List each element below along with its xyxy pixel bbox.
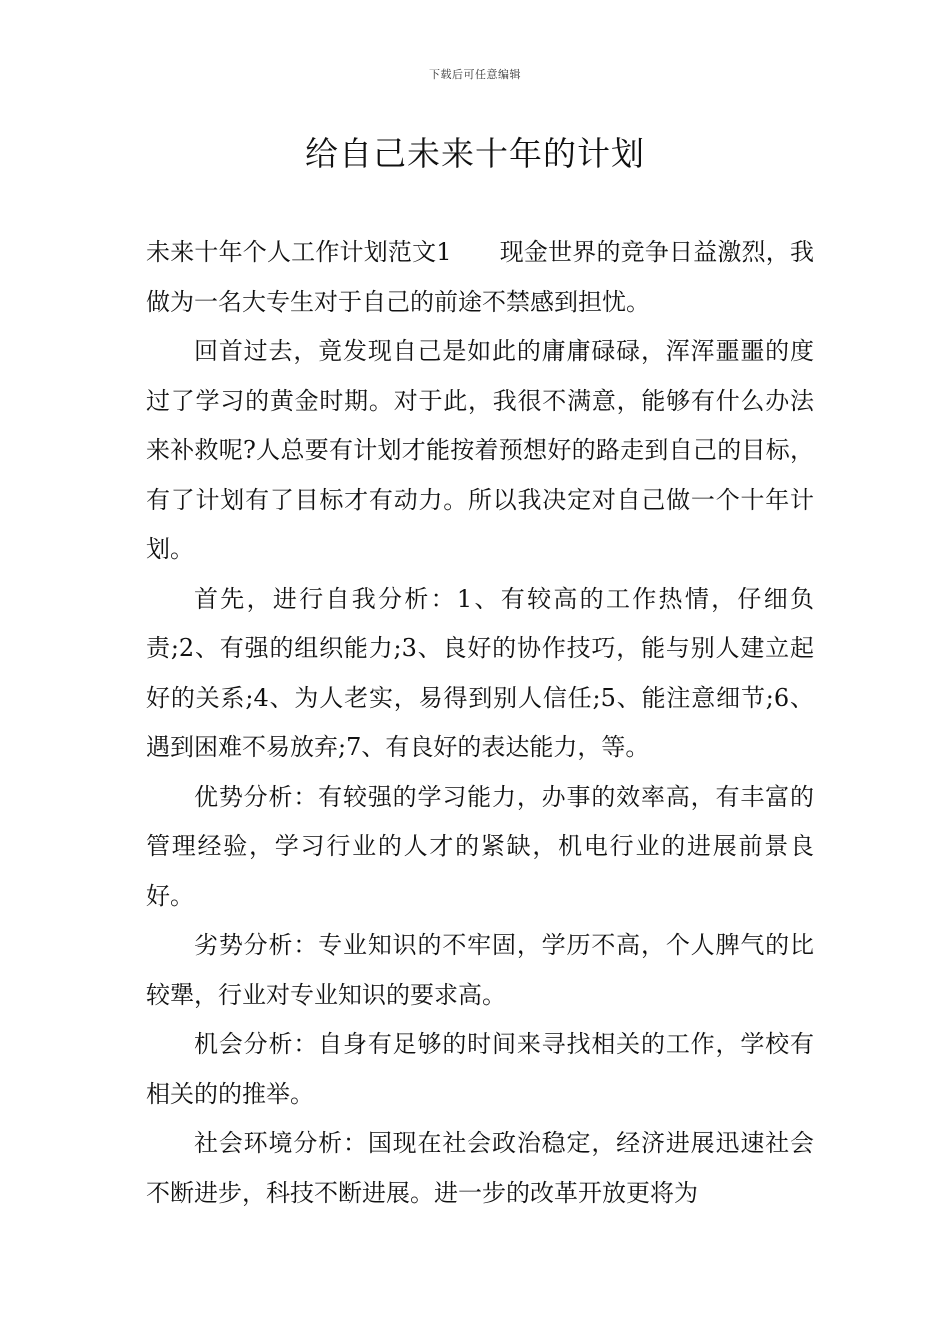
- paragraph-1: [146, 228, 814, 327]
- paragraph-1-body: 现金世界的竞争日益激烈，我做为一名大专生对于自己的前途不禁感到担忧。: [146, 238, 814, 316]
- document-title: 给自己未来十年的计划: [305, 134, 645, 173]
- paragraph-2: 回首过去，竟发现自己是如此的庸庸碌碌，浑浑噩噩的度过了学习的黄金时期。对于此，我很不满意，能够有什么办法来补救呢?人总要有计划才能按着预想好的路走到自己的目标，有了计划有了目标才有动力。所以我决定对自己做一个十年计划。: [146, 337, 814, 563]
- paragraph-7: 社会环境分析：国现在社会政治稳定，经济进展迅速社会不断进步，科技不断进展。进一步的改革开放更将为: [146, 1129, 814, 1207]
- paragraph-6: 机会分析：自身有足够的时间来寻找相关的工作，学校有相关的的推举。: [146, 1030, 814, 1108]
- paragraph-5: 劣势分析：专业知识的不牢固，学历不高，个人脾气的比较犟，行业对专业知识的要求高。: [146, 931, 814, 1009]
- paragraph-1-heading: 未来十年个人工作计划范文1: [146, 238, 452, 266]
- paragraph-3: 首先，进行自我分析：1、有较高的工作热情，仔细负责;2、有强的组织能力;3、良好的协作技巧，能与别人建立起好的关系;4、为人老实，易得到别人信任;5、能注意细节;6、遇到困难不易放弃;7、有良好的表达能力，等。: [146, 584, 814, 761]
- paragraph-4: 优势分析：有较强的学习能力，办事的效率高，有丰富的管理经验，学习行业的人才的紧缺，机电行业的进展前景良好。: [146, 782, 814, 910]
- document-body: [146, 228, 814, 1218]
- header-note: 下载后可任意编辑: [429, 68, 521, 81]
